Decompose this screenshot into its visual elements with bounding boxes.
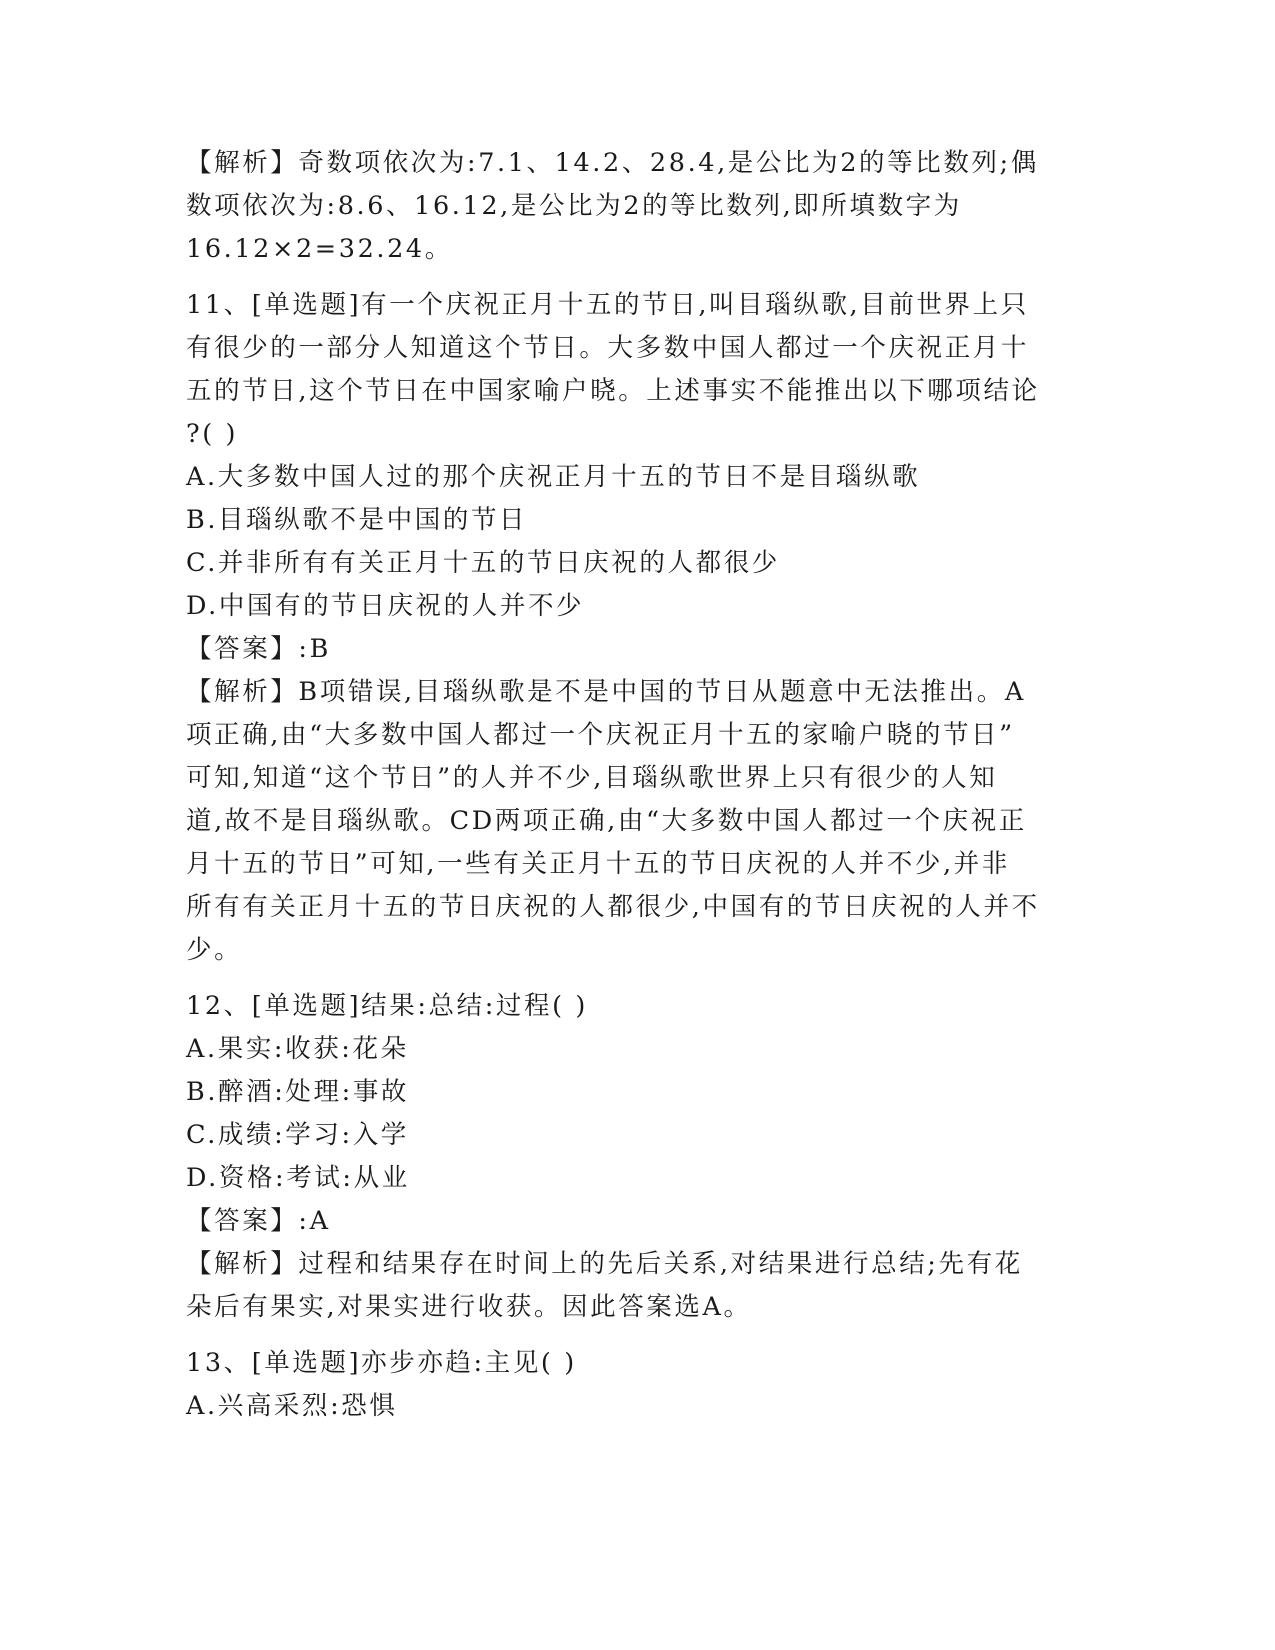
analysis-line: 16.12×2=32.24。 (186, 234, 453, 264)
option-a: A.果实:收获:花朵 (186, 1034, 409, 1064)
previous-answer-analysis (186, 142, 1086, 271)
block-spacer (186, 271, 1086, 284)
option-c: C.并非所有有关正月十五的节日庆祝的人都很少 (186, 548, 780, 578)
option-d: D.中国有的节日庆祝的人并不少 (186, 591, 585, 621)
question-11 (186, 284, 1086, 972)
answer-line: 【答案】:B (186, 634, 331, 664)
question-13 (186, 1342, 1086, 1428)
analysis-line: 【解析】B项错误,目瑙纵歌是不是中国的节日从题意中无法推出。A (186, 677, 1026, 707)
analysis-line: 道,故不是目瑙纵歌。CD两项正确,由“大多数中国人都过一个庆祝正 (186, 806, 1027, 836)
document-content (186, 142, 1086, 1428)
analysis-line: 【解析】过程和结果存在时间上的先后关系,对结果进行总结;先有花 (186, 1249, 1023, 1279)
option-b: B.醉酒:处理:事故 (186, 1077, 410, 1107)
option-a: A.兴高采烈:恐惧 (186, 1391, 398, 1421)
question-stem-line: 11、[单选题]有一个庆祝正月十五的节日,叫目瑙纵歌,目前世界上只 (186, 290, 1029, 320)
analysis-line: 项正确,由“大多数中国人都过一个庆祝正月十五的家喻户晓的节日” (186, 720, 1015, 750)
analysis-line: 所有有关正月十五的节日庆祝的人都很少,中国有的节日庆祝的人并不 (186, 892, 1040, 922)
option-c: C.成绩:学习:入学 (186, 1120, 409, 1150)
question-stem-line: ?( ) (186, 419, 239, 449)
answer-line: 【答案】:A (186, 1206, 331, 1236)
analysis-line: 月十五的节日”可知,一些有关正月十五的节日庆祝的人并不少,并非 (186, 849, 1010, 879)
question-stem-line: 13、[单选题]亦步亦趋:主见( ) (186, 1348, 577, 1378)
block-spacer (186, 972, 1086, 985)
question-12 (186, 985, 1086, 1329)
option-b: B.目瑙纵歌不是中国的节日 (186, 505, 528, 535)
analysis-line: 可知,知道“这个节日”的人并不少,目瑙纵歌世界上只有很少的人知 (186, 763, 998, 793)
option-d: D.资格:考试:从业 (186, 1163, 410, 1193)
analysis-line: 【解析】奇数项依次为:7.1、14.2、28.4,是公比为2的等比数列;偶 (186, 148, 1039, 178)
option-a: A.大多数中国人过的那个庆祝正月十五的节日不是目瑙纵歌 (186, 462, 921, 492)
block-spacer (186, 1329, 1086, 1342)
analysis-line: 少。 (186, 935, 243, 965)
question-stem-line: 12、[单选题]结果:总结:过程( ) (186, 991, 588, 1021)
question-stem-line: 五的节日,这个节日在中国家喻户晓。上述事实不能推出以下哪项结论 (186, 376, 1040, 406)
question-stem-line: 有很少的一部分人知道这个节日。大多数中国人都过一个庆祝正月十 (186, 333, 1030, 363)
analysis-line: 朵后有果实,对果实进行收获。因此答案选A。 (186, 1292, 752, 1322)
analysis-line: 数项依次为:8.6、16.12,是公比为2的等比数列,即所填数字为 (186, 191, 962, 221)
